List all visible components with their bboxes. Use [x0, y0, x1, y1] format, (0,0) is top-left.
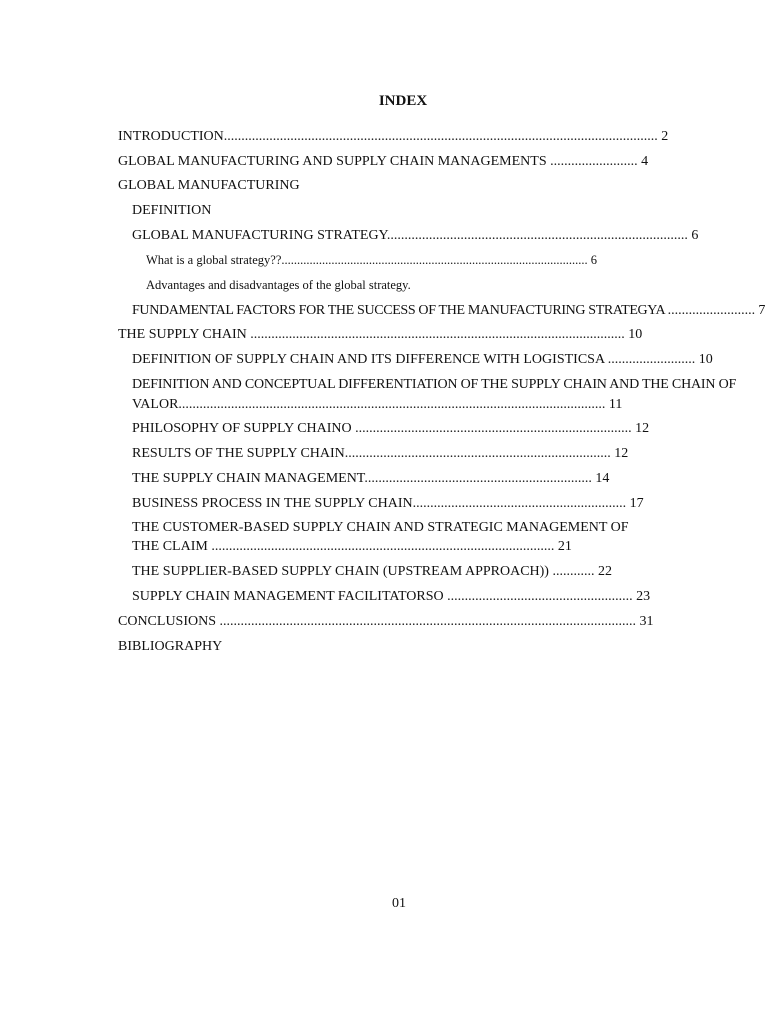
toc-page: 12	[635, 421, 650, 436]
toc-entry	[132, 469, 609, 488]
toc-leader: ............	[552, 564, 595, 579]
toc-entry-text: THE SUPPLY CHAIN MANAGEMENT	[132, 471, 365, 486]
toc-page: 12	[614, 446, 629, 461]
toc-leader: ...............................................................................	[355, 421, 632, 436]
index-title: INDEX	[378, 93, 428, 109]
toc-entry	[132, 375, 736, 394]
toc-entry-text: GLOBAL MANUFACTURING	[118, 178, 300, 193]
toc-entry-text: BUSINESS PROCESS IN THE SUPPLY CHAIN	[132, 496, 413, 511]
toc-leader: .............................................................	[412, 496, 627, 511]
toc-entry	[146, 276, 411, 295]
toc-entry-text: GLOBAL MANUFACTURING STRATEGY	[132, 228, 387, 243]
toc-page: 4	[641, 154, 649, 169]
toc-page: 6	[590, 253, 597, 267]
toc-entry-text: FUNDAMENTAL FACTORS FOR THE SUCCESS OF THE MANUFACTURING STRATEGYA	[132, 303, 665, 318]
toc-leader: ............................................................................	[344, 446, 611, 461]
toc-page: 6	[691, 228, 699, 243]
toc-entry-text: INTRODUCTION	[118, 129, 224, 144]
toc-entry-text: THE CLAIM	[132, 539, 208, 554]
toc-entry-text: RESULTS OF THE SUPPLY CHAIN	[132, 446, 345, 461]
toc-page: 10	[628, 327, 643, 342]
toc-entry-text: Advantages and disadvantages of the global strategy.	[146, 278, 411, 292]
toc-entry-text: What is a global strategy??	[146, 253, 282, 267]
toc-entry-text: DEFINITION	[132, 203, 212, 218]
toc-page: 2	[661, 129, 669, 144]
toc-leader: ..................................................................................................	[281, 253, 588, 267]
toc-entry-text: GLOBAL MANUFACTURING AND SUPPLY CHAIN MANAGEMENTS	[118, 154, 547, 169]
toc-entry-continuation	[132, 395, 622, 414]
toc-entry-text: DEFINITION AND CONCEPTUAL DIFFERENTIATION OF THE SUPPLY CHAIN AND THE CHAIN OF	[132, 377, 737, 392]
toc-leader: ..........................................................................................................................	[178, 397, 606, 412]
toc-entry-text: THE SUPPLY CHAIN	[118, 327, 247, 342]
toc-page: 17	[629, 496, 644, 511]
toc-page: 14	[595, 471, 610, 486]
toc-entry	[118, 325, 642, 344]
toc-entry	[118, 152, 648, 171]
toc-entry-text: CONCLUSIONS	[118, 614, 217, 629]
toc-entry	[132, 494, 644, 513]
toc-entry-continuation	[132, 537, 572, 556]
toc-leader: .....................................................	[447, 589, 633, 604]
toc-entry	[118, 612, 654, 631]
toc-entry	[132, 201, 211, 220]
toc-page: 7	[758, 303, 765, 318]
toc-entry	[132, 419, 649, 438]
toc-leader: .......................................................................................................................	[219, 614, 637, 629]
toc-page: 21	[557, 539, 572, 554]
toc-leader: .........................	[667, 303, 756, 318]
toc-entry-text: BIBLIOGRAPHY	[118, 639, 223, 654]
toc-leader: ............................................................................................................................	[223, 129, 658, 144]
toc-entry	[132, 301, 765, 320]
toc-leader: .................................................................	[364, 471, 592, 486]
toc-entry	[132, 444, 628, 463]
toc-page: 31	[639, 614, 654, 629]
toc-entry-text: SUPPLY CHAIN MANAGEMENT FACILITATORSO	[132, 589, 444, 604]
toc-entry	[132, 518, 629, 537]
toc-entry-text: VALOR	[132, 397, 179, 412]
toc-entry	[132, 587, 650, 606]
page-number: 01	[392, 896, 406, 911]
toc-leader: ...........................................................................................................	[250, 327, 625, 342]
toc-entry	[132, 226, 698, 245]
toc-entry-text: DEFINITION OF SUPPLY CHAIN AND ITS DIFFERENCE WITH LOGISTICSA	[132, 352, 605, 367]
toc-entry	[146, 251, 597, 270]
toc-page: 22	[597, 564, 612, 579]
toc-page: 11	[608, 397, 623, 412]
toc-entry-text: THE CUSTOMER-BASED SUPPLY CHAIN AND STRATEGIC MANAGEMENT OF	[132, 520, 629, 535]
toc-entry	[132, 350, 713, 369]
toc-entry	[118, 176, 300, 195]
toc-leader: ......................................................................................	[386, 228, 688, 243]
toc-page: 10	[698, 352, 713, 367]
toc-entry	[132, 562, 612, 581]
toc-entry-text: THE SUPPLIER-BASED SUPPLY CHAIN (UPSTREAM APPROACH))	[132, 564, 549, 579]
toc-entry-text: PHILOSOPHY OF SUPPLY CHAINO	[132, 421, 352, 436]
toc-entry-introduction	[118, 127, 668, 146]
toc-entry	[118, 637, 222, 656]
toc-leader: .........................	[550, 154, 638, 169]
toc-leader: .........................	[607, 352, 696, 367]
toc-page: 23	[636, 589, 651, 604]
toc-leader: ..................................................................................................	[211, 539, 555, 554]
